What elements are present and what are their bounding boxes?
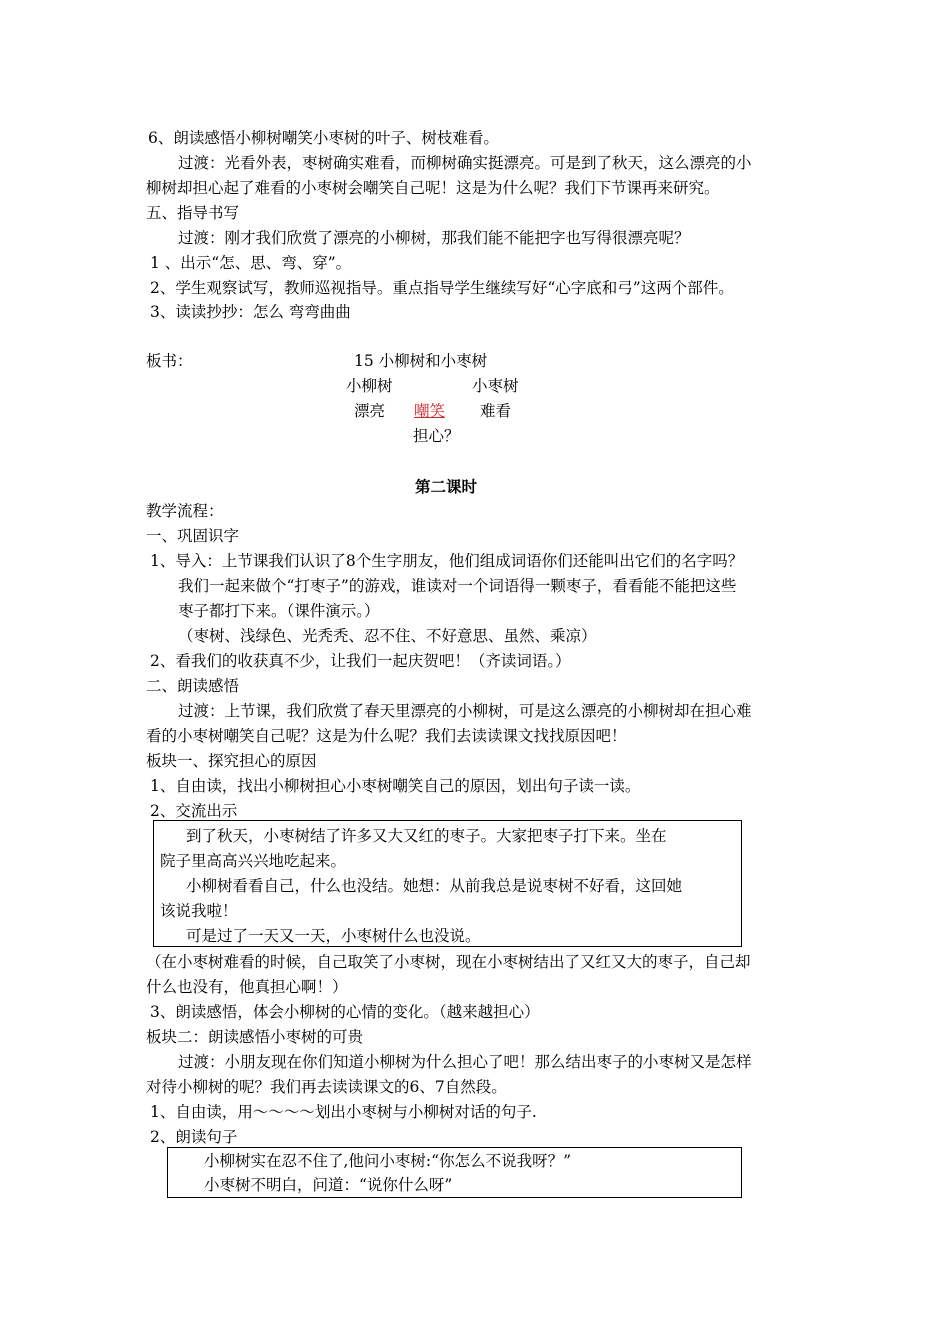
writing-step-1: 1 、出示“怎、思、弯、穿”。	[150, 254, 352, 272]
board-left-word: 漂亮	[354, 402, 386, 420]
b2-step-2: 2、朗读句子	[150, 1128, 238, 1146]
s1-step-1: 1、导入：上节课我们认识了8个生字朋友，他们组成词语你们还能叫出它们的名字吗？	[150, 552, 744, 570]
board-right-word: 难看	[480, 402, 512, 420]
b2-transition-a: 过渡：小朋友现在你们知道小柳树为什么担心了吧！那么结出枣子的小枣树又是怎样	[178, 1053, 752, 1071]
board-right-tree: 小枣树	[472, 377, 519, 395]
s2-transition-a: 过渡：上节课，我们欣赏了春天里漂亮的小柳树，可是这么漂亮的小柳树却在担心难	[178, 702, 752, 720]
box2-line-b: 小枣树不明白，问道：“说你什么呀”	[204, 1176, 453, 1194]
b1-step-3: 3、朗读感悟，体会小柳树的心情的变化。（越来越担心）	[150, 1003, 540, 1021]
block-2-heading: 板块二：朗读感悟小枣树的可贵	[146, 1028, 364, 1046]
s1-step-1b: 我们一起来做个“打枣子”的游戏，谁读对一个词语得一颗枣子，看看能不能把这些	[178, 577, 737, 595]
b1-step-2: 2、交流出示	[150, 802, 238, 820]
section-1-heading: 一、巩固识字	[146, 527, 240, 545]
box1-line-b: 院子里高高兴兴地吃起来。	[160, 852, 347, 870]
section-5-heading: 五、指导书写	[146, 204, 240, 222]
note-a: （在小枣树难看的时候，自己取笑了小枣树，现在小枣树结出了又红又大的枣子，自己却	[146, 953, 751, 971]
writing-step-3: 3、读读抄抄：怎么 弯弯曲曲	[150, 303, 351, 321]
s1-step-1c: 枣子都打下来。（课件演示。）	[178, 602, 380, 620]
board-left-tree: 小柳树	[346, 377, 393, 395]
lesson-2-heading: 第二课时	[415, 477, 478, 496]
s1-step-2: 2、看我们的收获真不少，让我们一起庆贺吧！（齐读词语。）	[150, 652, 571, 670]
writing-step-2: 2、学生观察试写，教师巡视指导。重点指导学生继续写好“心字底和弓”这两个部件。	[150, 279, 734, 297]
block-1-heading: 板块一、探究担心的原因	[146, 752, 317, 770]
b1-step-1: 1、自由读，找出小柳树担心小枣树嘲笑自己的原因，划出句子读一读。	[150, 777, 641, 795]
s1-words: （枣树、浅绿色、光秃秃、忍不住、不好意思、虽然、乘凉）	[178, 627, 597, 645]
b2-transition-b: 对待小柳树的呢？我们再去读读课文的6、7自然段。	[146, 1078, 507, 1096]
box1-line-d: 该说我啦！	[160, 902, 238, 920]
box1-line-a: 到了秋天，小枣树结了许多又大又红的枣子。大家把枣子打下来。坐在	[186, 827, 667, 845]
box2-line-a: 小柳树实在忍不住了,他问小枣树:“你怎么不说我呀？”	[204, 1152, 571, 1170]
transition-2: 过渡：刚才我们欣赏了漂亮的小柳树，那我们能不能把字也写得很漂亮呢？	[178, 229, 690, 247]
transition-1a: 过渡：光看外表，枣树确实难看，而柳树确实挺漂亮。可是到了秋天，这么漂亮的小	[178, 154, 752, 172]
board-title: 15 小柳树和小枣树	[354, 352, 488, 370]
section-2-heading: 二、朗读感悟	[146, 677, 240, 695]
box1-line-c: 小柳树看看自己，什么也没结。她想：从前我总是说枣树不好看，这回她	[186, 877, 683, 895]
transition-1b: 柳树却担心起了难看的小枣树会嘲笑自己呢！这是为什么呢？我们下节课再来研究。	[146, 179, 720, 197]
teaching-flow: 教学流程：	[146, 502, 224, 520]
line-6: 6、朗读感悟小柳树嘲笑小枣树的叶子、树枝难看。	[148, 129, 499, 147]
board-label: 板书：	[146, 352, 193, 370]
board-mid-word: 嘲笑	[414, 402, 446, 420]
note-b: 什么也没有，他真担心啊！）	[146, 978, 348, 996]
b2-step-1: 1、自由读，用～～～～划出小枣树与小柳树对话的句子.	[150, 1103, 537, 1121]
box1-line-e: 可是过了一天又一天，小枣树什么也没说。	[186, 927, 481, 945]
s2-transition-b: 看的小枣树嘲笑自己呢？这是为什么呢？我们去读读课文找找原因吧！	[146, 727, 627, 745]
board-bottom: 担心？	[413, 427, 460, 445]
